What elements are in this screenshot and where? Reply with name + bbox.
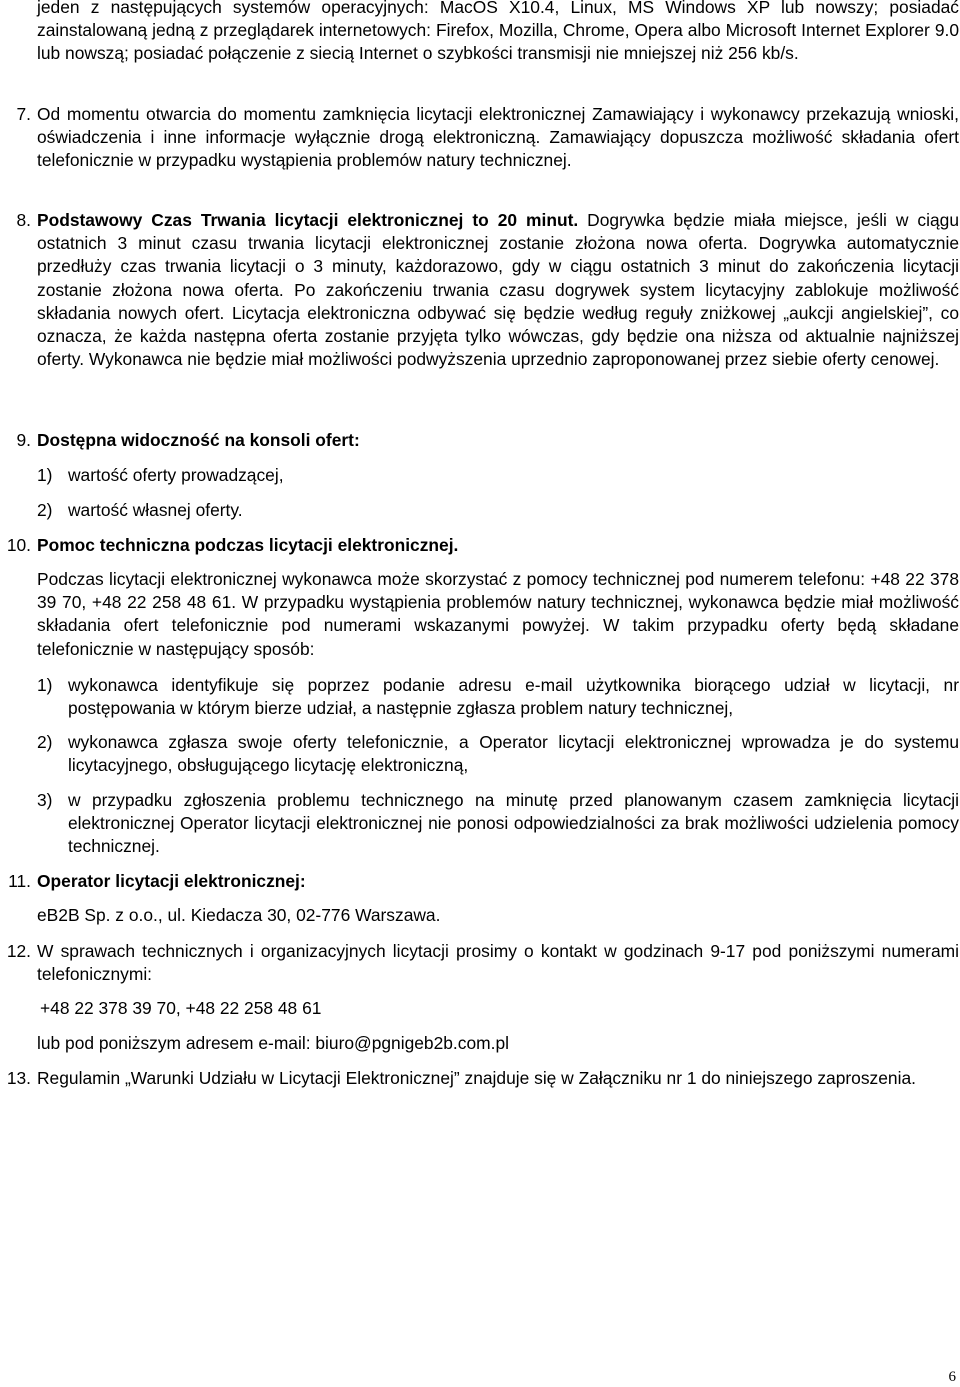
- item-heading: Podstawowy Czas Trwania licytacji elektronicznej to 20 minut.: [37, 210, 579, 230]
- item-text: Od momentu otwarcia do momentu zamknięcia licytacji elektronicznej Zamawiający i wykonawcy przekazują wnioski, oświadczenia i inne informacje wyłącznie drogą elektroniczną. Zamawiający dopuszcza możliwość składania ofert telefonicznie w przypadku wystąpienia problemów natury technicznej.: [37, 104, 959, 171]
- page-number: 6: [948, 1369, 956, 1385]
- item-heading: Pomoc techniczna podczas licytacji elektronicznej.: [37, 535, 459, 555]
- sub-item-text: w przypadku zgłoszenia problemu technicznego na minutę przed planowanym czasem zamknięcia licytacji elektronicznej Operator licytacji elektronicznej nie ponosi odpowiedzialności za brak możliwości udzielenia pomocy technicznej.: [68, 790, 959, 857]
- sub-item-number: 3): [37, 790, 53, 810]
- item-number: 8.: [16, 210, 31, 230]
- item-number: 12.: [6, 941, 31, 961]
- item-heading: Operator licytacji elektronicznej:: [37, 871, 306, 891]
- support-paragraph: Podczas licytacji elektronicznej wykonawca może skorzystać z pomocy technicznej pod numerem telefonu: +48 22 378 39 70, +48 22 258 48 61. W przypadku wystąpienia problemów natury technicznej, wykonawca będzie miał możliwość składania ofert telefonicznie pod numerami wskazanymi powyżej. W takim przypadku oferty będą składane telefonicznie w następujący sposób:: [37, 569, 959, 659]
- sub-item-text: wykonawca identyfikuje się poprzez podanie adresu e-mail użytkownika biorącego udział w licytacji, nr postępowania w którym bierze udział, a następnie zgłasza problem natury technicznej,: [68, 675, 959, 719]
- item-number: 9.: [16, 430, 31, 450]
- sub-item-text: wartość własnej oferty.: [68, 500, 243, 520]
- item-text: Regulamin „Warunki Udziału w Licytacji Elektronicznej” znajduje się w Załączniku nr 1 do niniejszego zaproszenia.: [37, 1068, 916, 1088]
- item-number: 11.: [8, 871, 31, 891]
- operator-address: eB2B Sp. z o.o., ul. Kiedacza 30, 02-776 Warszawa.: [37, 905, 441, 925]
- sub-item-text: wartość oferty prowadzącej,: [68, 465, 284, 485]
- sub-item-number: 1): [37, 675, 53, 695]
- item-number: 10.: [6, 535, 31, 555]
- contact-email-line: lub pod poniższym adresem e-mail: biuro@pgnigeb2b.com.pl: [37, 1033, 509, 1053]
- item-heading: Dostępna widoczność na konsoli ofert:: [37, 430, 360, 450]
- item-body: [37, 209, 959, 371]
- item-text: Dogrywka będzie miała miejsce, jeśli w ciągu ostatnich 3 minut czasu trwania licytacji elektronicznej zostanie złożona nowa oferta. Dogrywka automatycznie przedłuży czas trwania licytacji o 3 minuty, każdorazowo, gdy w ciągu ostatnich 3 minut do zakończenia licytacji zostanie złożona nowa oferta. Po zakończeniu trwania czasu dogrywek system licytacyjny zablokuje możliwość składania nowych ofert. Licytacja elektroniczna odbywać się będzie według reguły zniżkowej „aukcji angielskiej”, co oznacza, że każda następna oferta zostanie przyjęta tylko wówczas, gdy będzie ona niższa od aktualnie najniższej oferty. Wykonawca nie będzie miał możliwości podwyższenia uprzednio zaproponowanej przez siebie oferty cenowej.: [37, 210, 959, 370]
- sub-item-number: 2): [37, 732, 53, 752]
- sub-item-number: 2): [37, 500, 53, 520]
- sub-item-text: wykonawca zgłasza swoje oferty telefonicznie, a Operator licytacji elektronicznej wprowadza je do systemu licytacyjnego, obsługującego licytację elektroniczną,: [68, 732, 959, 776]
- item-number: 7.: [16, 104, 31, 124]
- item-number: 13.: [6, 1068, 31, 1088]
- item-text: W sprawach technicznych i organizacyjnych licytacji prosimy o kontakt w godzinach 9-17 pod poniższymi numerami telefonicznymi:: [37, 941, 959, 985]
- intro-paragraph: jeden z następujących systemów operacyjnych: MacOS X10.4, Linux, MS Windows XP lub nowszy; posiadać zainstalowaną jedną z przeglądarek internetowych: Firefox, Mozilla, Chrome, Opera albo Microsoft Internet Explorer 9.0 lub nowszą; posiadać połączenie z siecią Internet o szybkości transmisji nie mniejszej niż 256 kb/s.: [37, 0, 959, 64]
- sub-item-number: 1): [37, 465, 53, 485]
- contact-phones: +48 22 378 39 70, +48 22 258 48 61: [40, 998, 322, 1018]
